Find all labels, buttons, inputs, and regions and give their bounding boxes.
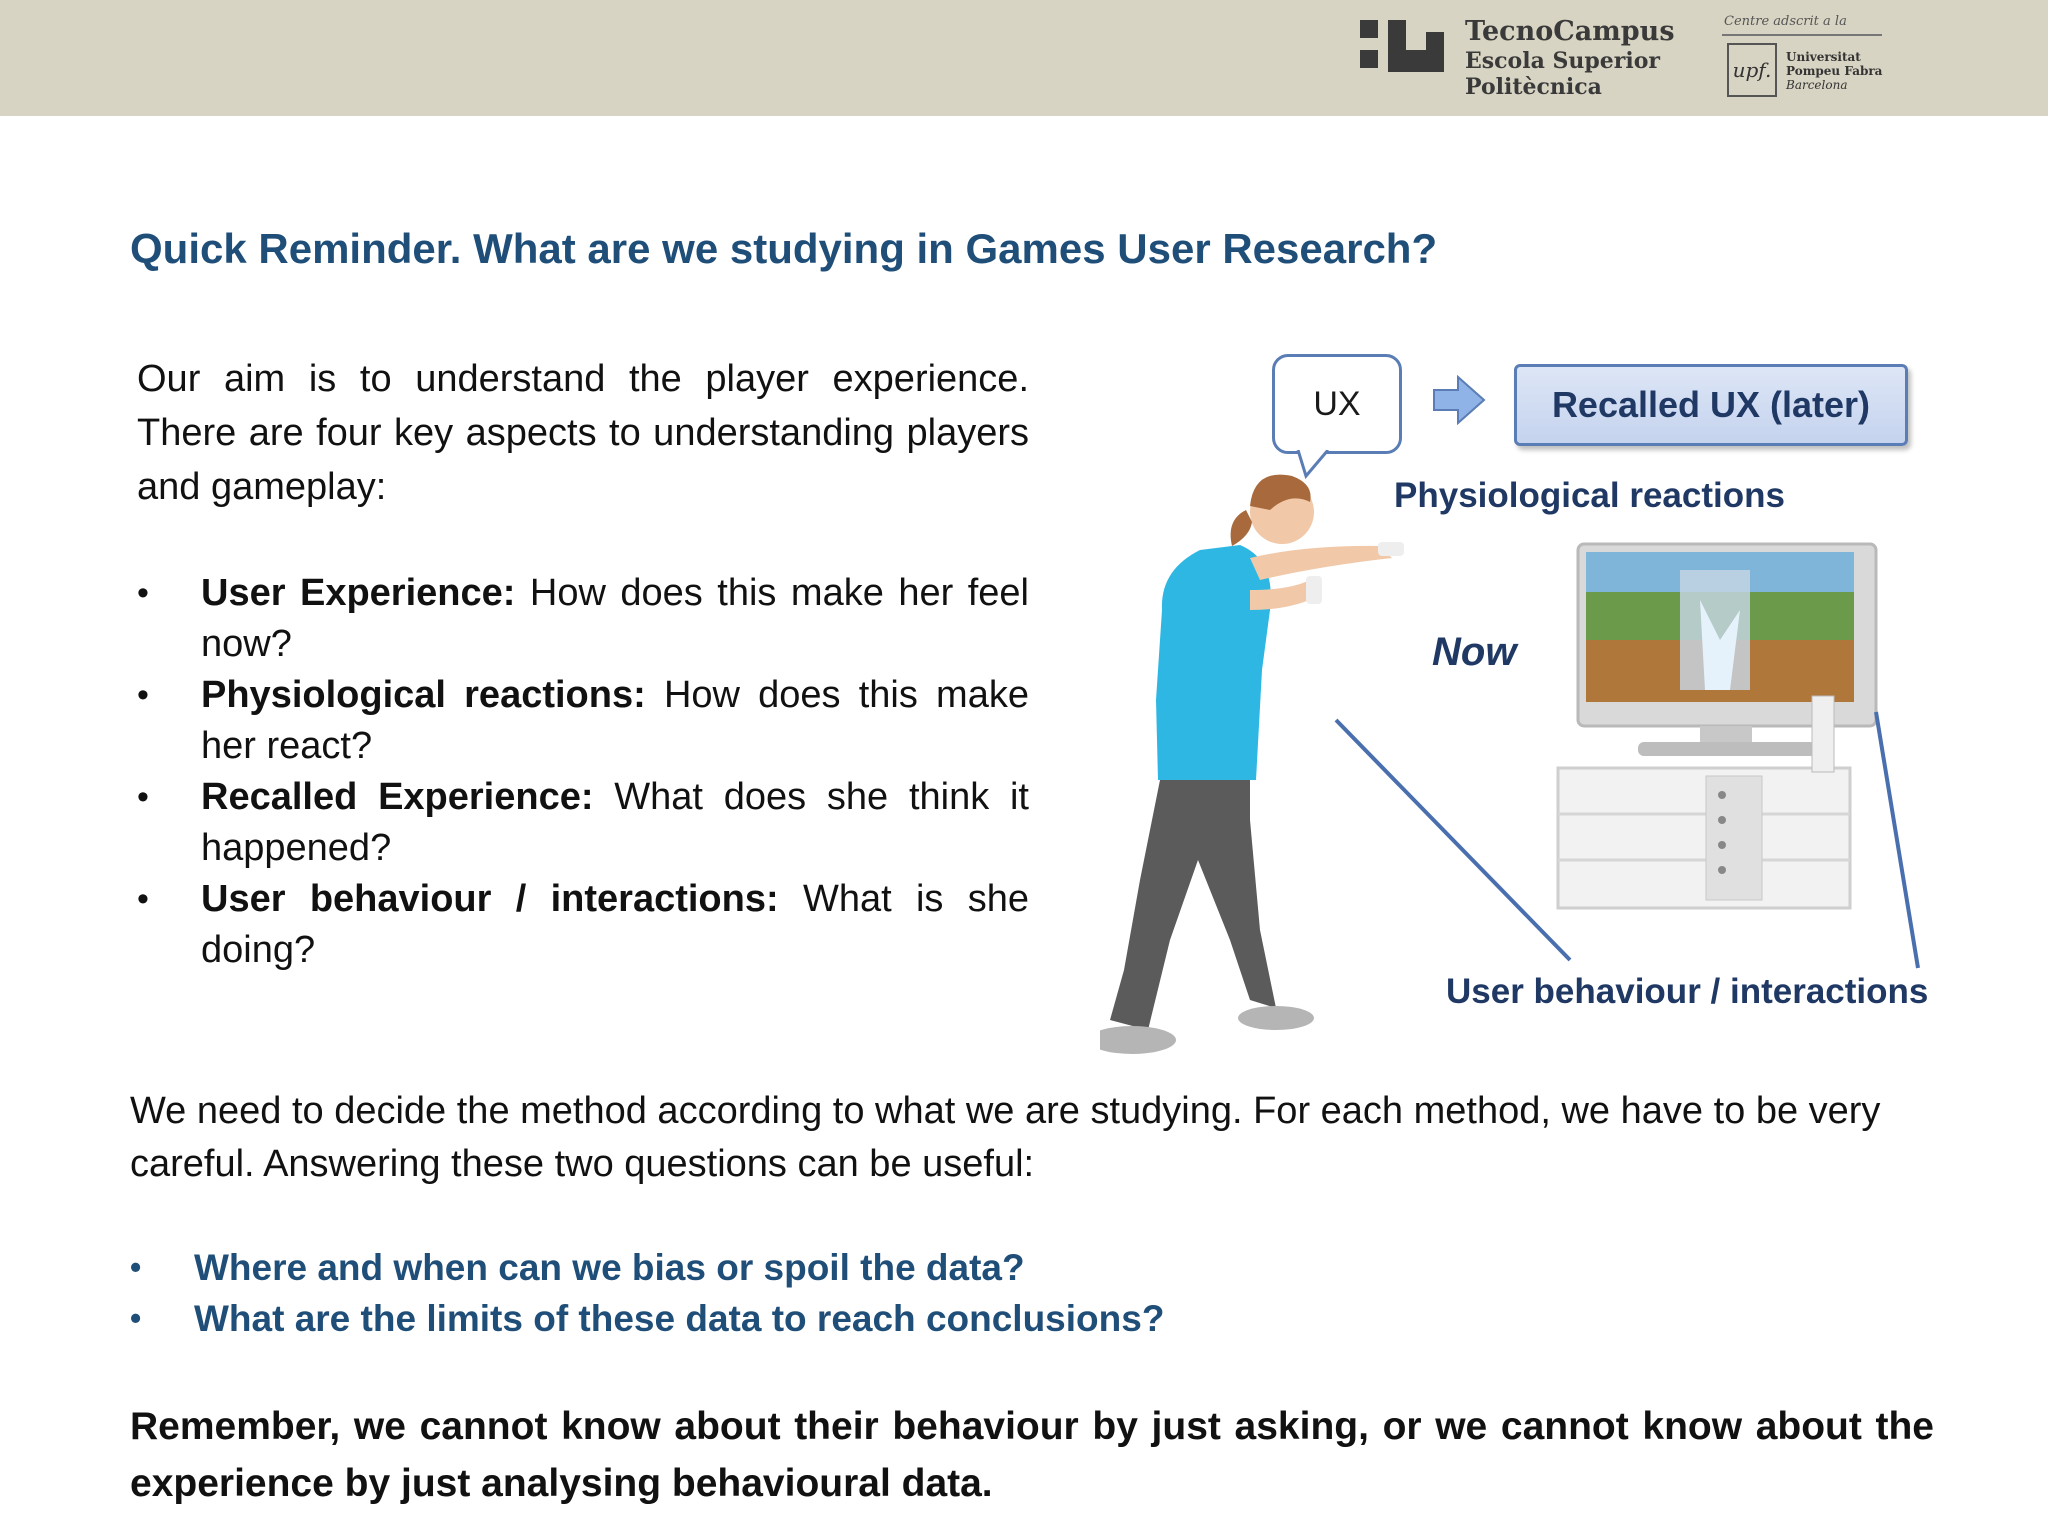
list-item bbox=[137, 670, 1029, 772]
bullet-icon: • bbox=[130, 1300, 142, 1336]
upf-caption: Centre adscrit a la bbox=[1724, 14, 1847, 29]
aspect-term: User Experience: bbox=[201, 572, 516, 614]
pointer-line-icon bbox=[1876, 712, 1918, 968]
questions-list bbox=[130, 1242, 1330, 1344]
tecnocampus-school-type: Politècnica bbox=[1465, 74, 1602, 100]
ux-diagram bbox=[1100, 340, 2048, 1080]
behaviour-label: User behaviour / interactions bbox=[1446, 972, 1929, 1011]
recalled-ux-box: Recalled UX (later) bbox=[1514, 364, 1908, 446]
upf-name bbox=[1786, 50, 1882, 92]
upf-divider bbox=[1722, 34, 1882, 36]
callout-tail-icon bbox=[1296, 450, 1330, 480]
upf-name-line2: Pompeu Fabra bbox=[1786, 64, 1883, 78]
header-band bbox=[0, 0, 2048, 116]
aspect-text: How does this make her react? bbox=[201, 674, 1029, 767]
player-scene-illustration bbox=[1100, 340, 2048, 1080]
physiological-label: Physiological reactions bbox=[1394, 476, 1785, 515]
upf-logo-icon: upf. bbox=[1727, 43, 1777, 97]
upf-name-line3: Barcelona bbox=[1786, 78, 1848, 92]
player-figure-icon bbox=[1100, 475, 1404, 1054]
list-item bbox=[137, 874, 1029, 976]
aspect-term: Recalled Experience: bbox=[201, 776, 594, 818]
bullet-icon: • bbox=[137, 574, 149, 612]
remember-statement: Remember, we cannot know about their behaviour by just asking, or we cannot know about the experience by just analysing behavioural data. bbox=[130, 1405, 1934, 1505]
aspect-term: User behaviour / interactions: bbox=[201, 878, 779, 920]
question-text: Where and when can we bias or spoil the data? bbox=[194, 1247, 1025, 1288]
now-label: Now bbox=[1432, 630, 1517, 674]
list-item bbox=[130, 1293, 1330, 1344]
intro-paragraph: Our aim is to understand the player experience. There are four key aspects to understanding players and gameplay: bbox=[137, 358, 1029, 508]
ux-callout: UX bbox=[1272, 354, 1402, 454]
aspect-text: How does this make her feel now? bbox=[201, 572, 1029, 665]
tecnocampus-school: Escola Superior bbox=[1465, 48, 1660, 74]
aspect-text: What does she think it happened? bbox=[201, 776, 1029, 869]
bullet-icon: • bbox=[137, 676, 149, 714]
tecnocampus-logo-text bbox=[1465, 16, 1675, 100]
method-paragraph: We need to decide the method according to what we are studying. For each method, we have to be very careful. Answering these two questions can be useful: bbox=[130, 1090, 1881, 1185]
pointer-line-icon bbox=[1336, 720, 1570, 960]
tecnocampus-logo-icon bbox=[1360, 20, 1444, 76]
list-item bbox=[137, 568, 1029, 670]
list-item bbox=[137, 772, 1029, 874]
question-text: What are the limits of these data to reach conclusions? bbox=[194, 1298, 1165, 1339]
right-arrow-icon bbox=[1432, 373, 1486, 427]
tv-stand-icon bbox=[1558, 768, 1850, 908]
aspect-term: Physiological reactions: bbox=[201, 674, 646, 716]
list-item bbox=[130, 1242, 1330, 1293]
tecnocampus-name: TecnoCampus bbox=[1465, 16, 1675, 47]
upf-name-line1: Universitat bbox=[1786, 50, 1861, 64]
bullet-icon: • bbox=[137, 880, 149, 918]
bullet-icon: • bbox=[130, 1249, 142, 1285]
bullet-icon: • bbox=[137, 778, 149, 816]
aspects-list bbox=[137, 568, 1029, 976]
page-title: Quick Reminder. What are we studying in Games User Research? bbox=[130, 225, 1438, 272]
aspect-text: What is she doing? bbox=[201, 878, 1029, 971]
tv-icon bbox=[1578, 544, 1876, 772]
